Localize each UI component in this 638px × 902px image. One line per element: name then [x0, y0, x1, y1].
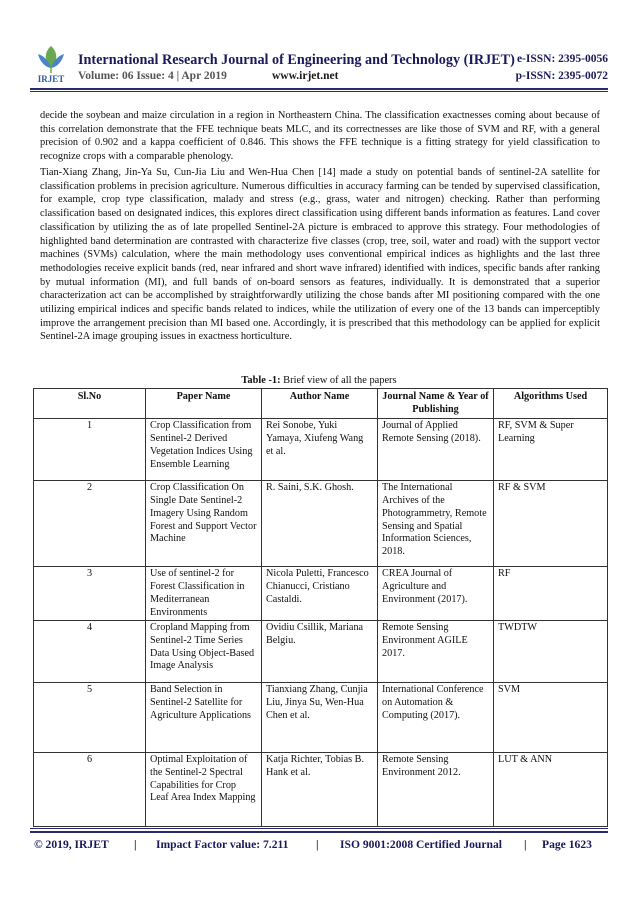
pissn: p-ISSN: 2395-0072	[515, 70, 608, 82]
cell-slno: 6	[34, 753, 146, 827]
cell-journal: Journal of Applied Remote Sensing (2018).	[378, 419, 494, 481]
cell-slno: 2	[34, 481, 146, 567]
cell-paper-name: Crop Classification from Sentinel-2 Derived Vegetation Indices Using Ensemble Learning	[146, 419, 262, 481]
cell-algorithms: SVM	[494, 683, 608, 753]
col-header-slno: Sl.No	[34, 389, 146, 419]
cell-paper-name: Optimal Exploitation of the Sentinel-2 Spectral Capabilities for Crop Leaf Area Index Mapping	[146, 753, 262, 827]
cell-algorithms: RF, SVM & Super Learning	[494, 419, 608, 481]
footer-separator: |	[316, 838, 319, 851]
table-header-row	[34, 389, 608, 419]
table-caption-text: Brief view of all the papers	[280, 375, 397, 386]
col-header-journal: Journal Name & Year of Publishing	[378, 389, 494, 419]
footer-iso: ISO 9001:2008 Certified Journal	[340, 838, 502, 851]
cell-algorithms: TWDTW	[494, 621, 608, 683]
cell-journal: Remote Sensing Environment AGILE 2017.	[378, 621, 494, 683]
cell-slno: 5	[34, 683, 146, 753]
page-header	[30, 42, 608, 84]
table-row	[34, 567, 608, 621]
cell-author-name: Nicola Puletti, Francesco Chianucci, Cristiano Castaldi.	[262, 567, 378, 621]
journal-title: International Research Journal of Engineering and Technology (IRJET)	[78, 52, 515, 68]
footer-copyright: © 2019, IRJET	[34, 838, 109, 851]
col-header-author-name: Author Name	[262, 389, 378, 419]
body-paragraph-1: decide the soybean and maize circulation in a region in Northeastern China. The classification exactnesses coming about because of this correlation demonstrate that the FFE technique beats MLC, and its correctnesses are like those of SVM and RF, with a general precision of 0.902 and a kappa coefficient of 0.846. This shows the FFE technique is a fitting strategy for yield classification to recognize crops with a comparable phenology.	[40, 110, 600, 163]
cell-algorithms: RF	[494, 567, 608, 621]
cell-author-name: Rei Sonobe, Yuki Yamaya, Xiufeng Wang et al.	[262, 419, 378, 481]
cell-author-name: Tianxiang Zhang, Cunjia Liu, Jinya Su, Wen-Hua Chen et al.	[262, 683, 378, 753]
eissn: e-ISSN: 2395-0056	[516, 53, 608, 65]
cell-journal: CREA Journal of Agriculture and Environment (2017).	[378, 567, 494, 621]
col-header-paper-name: Paper Name	[146, 389, 262, 419]
header-rule	[30, 88, 608, 90]
table-row	[34, 683, 608, 753]
table-row	[34, 419, 608, 481]
journal-website-link[interactable]: www.irjet.net	[272, 70, 339, 82]
cell-author-name: R. Saini, S.K. Ghosh.	[262, 481, 378, 567]
cell-slno: 4	[34, 621, 146, 683]
cell-journal: The International Archives of the Photogrammetry, Remote Sensing and Spatial Information Sciences, 2018.	[378, 481, 494, 567]
footer-separator: |	[524, 838, 527, 851]
cell-paper-name: Band Selection in Sentinel-2 Satellite for Agriculture Applications	[146, 683, 262, 753]
volume-issue: Volume: 06 Issue: 4 | Apr 2019	[78, 70, 227, 82]
footer-rule-thin	[30, 828, 608, 829]
header-rule-thin	[30, 91, 608, 92]
col-header-algorithms: Algorithms Used	[494, 389, 608, 419]
cell-journal: International Conference on Automation & Computing (2017).	[378, 683, 494, 753]
cell-journal: Remote Sensing Environment 2012.	[378, 753, 494, 827]
cell-slno: 3	[34, 567, 146, 621]
cell-algorithms: LUT & ANN	[494, 753, 608, 827]
cell-slno: 1	[34, 419, 146, 481]
cell-paper-name: Crop Classification On Single Date Sentinel-2 Imagery Using Random Forest and Support Vector Machine	[146, 481, 262, 567]
footer-rule	[30, 831, 608, 833]
irjet-logo	[30, 42, 72, 84]
table-caption-label: Table -1:	[241, 375, 281, 386]
cell-author-name: Ovidiu Csillik, Mariana Belgiu.	[262, 621, 378, 683]
papers-table	[33, 388, 608, 827]
table-row	[34, 753, 608, 827]
footer-impact-factor: Impact Factor value: 7.211	[156, 838, 289, 851]
footer-page-number: Page 1623	[542, 838, 592, 851]
cell-algorithms: RF & SVM	[494, 481, 608, 567]
cell-paper-name: Cropland Mapping from Sentinel-2 Time Series Data Using Object-Based Image Analysis	[146, 621, 262, 683]
footer-separator: |	[134, 838, 137, 851]
table-row	[34, 621, 608, 683]
table-caption	[0, 375, 638, 386]
cell-paper-name: Use of sentinel-2 for Forest Classification in Mediterranean Environments	[146, 567, 262, 621]
table-row	[34, 481, 608, 567]
body-paragraph-2: Tian-Xiang Zhang, Jin-Ya Su, Cun-Jia Liu and Wen-Hua Chen [14] made a study on potential bands of sentinel-2A satellite for classification problems in precision agriculture. Numerous difficulties in accuracy farming can be tended by supervised classification, for example, crop type classification, malady and stress (e.g., grass, water and nitrogen) checking. Rather than performing classification based on designated indices, this explores direct classification using different bands information as features. Land cover classification by utilizing the as of late propelled Sentinel-2A picture is embraced to approve this strategy. Four methodologies of highlighted band determination are contrasted with characterize five classes (crop, tree, soil, water and road) with the support vector machines (SVMs) calculation, where the main methodology uses conventional empirical indices as highlights and the last three methodologies receive explicit bands (red, near infrared and short wave infrared) identified with indices, specific bands after ranking by mutual information (MI), and full bands of on-board sensors as features, individually. It is demonstrated that a superior characterization act can be accomplished by straightforwardly utilizing the chose bands after MI positioning compared with the one utilizing empirical indices and specific bands related to indices, while the utilization of every one of the 13 bands can imperceptibly improve the arrangement precision than MI based one. Accordingly, it is prescribed that this methodology can be applied for explicit Sentinel-2A image grouping issues in exactness horticulture.	[40, 167, 600, 343]
cell-author-name: Katja Richter, Tobias B. Hank et al.	[262, 753, 378, 827]
logo-lettering: IRJET	[37, 74, 65, 84]
